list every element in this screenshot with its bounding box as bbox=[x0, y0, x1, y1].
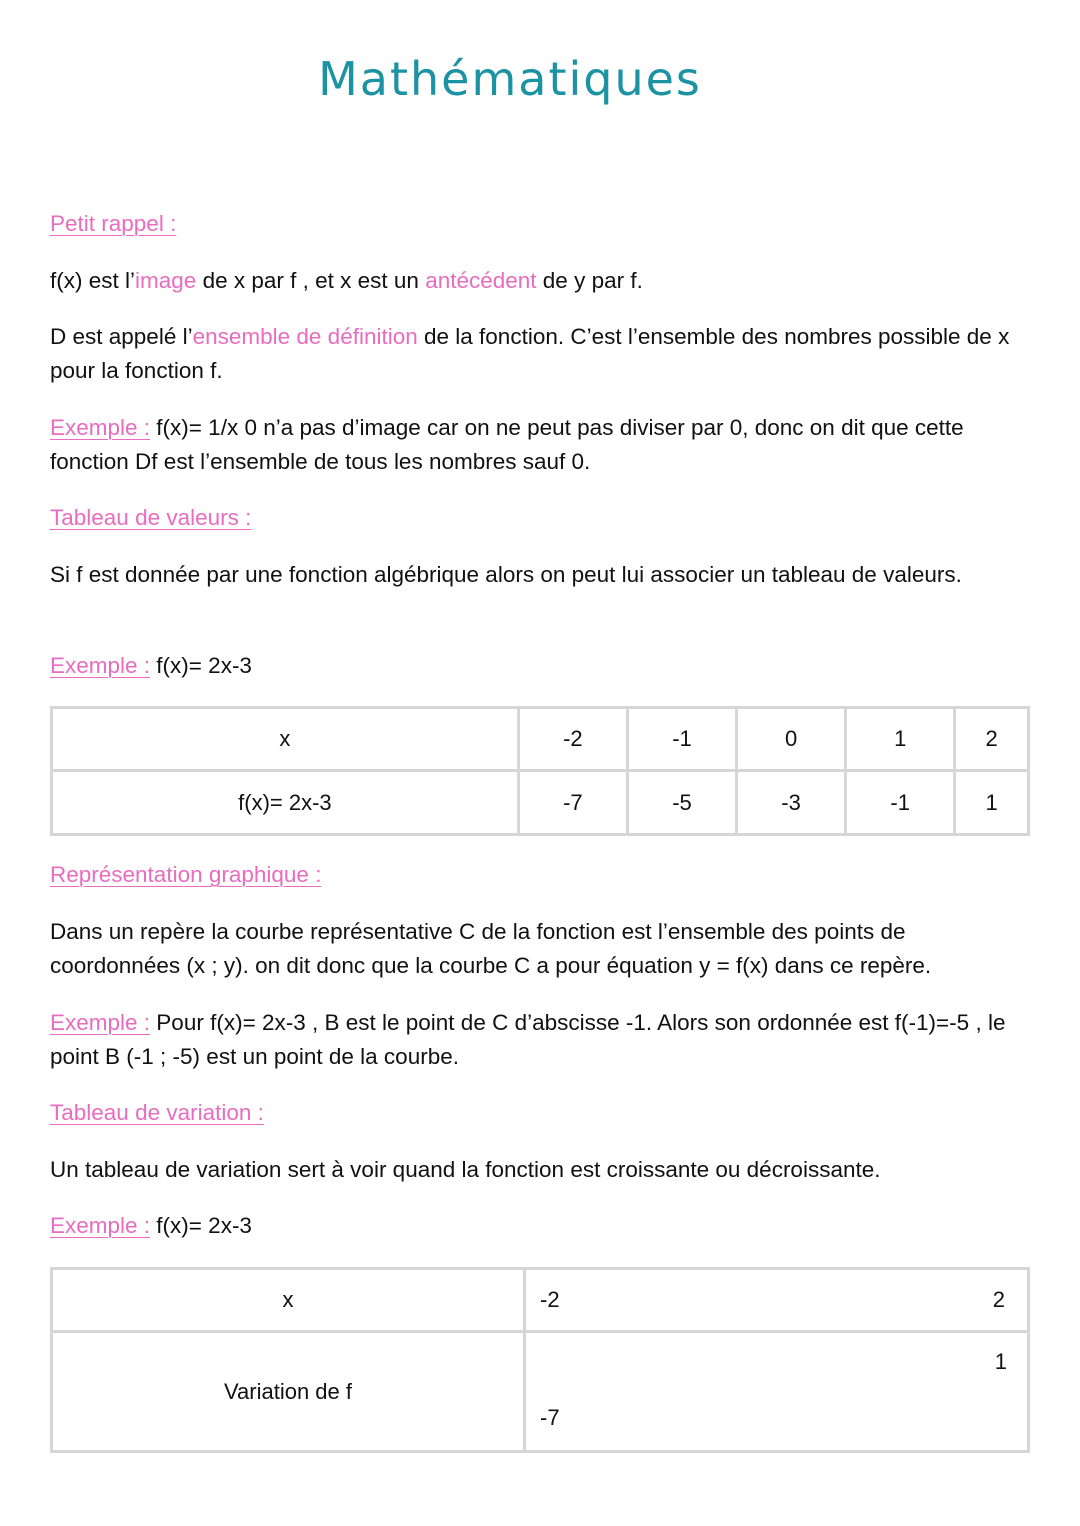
cell: -7 bbox=[518, 771, 627, 835]
example-text: f(x)= 2x-3 bbox=[150, 653, 252, 678]
cell: Variation de f bbox=[52, 1332, 525, 1452]
term-image: image bbox=[135, 268, 197, 293]
cell: 1 bbox=[955, 771, 1029, 835]
cell: -3 bbox=[737, 771, 846, 835]
cell: 0 bbox=[737, 708, 846, 771]
heading-tableau-valeurs bbox=[50, 501, 1020, 535]
cell: -2 bbox=[518, 708, 627, 771]
example-3 bbox=[50, 1006, 1020, 1074]
values-table bbox=[50, 706, 1030, 836]
x-start: -2 bbox=[540, 1287, 560, 1312]
cell: -1 bbox=[846, 771, 955, 835]
table-row bbox=[52, 771, 1029, 835]
x-end: 2 bbox=[992, 1287, 1005, 1312]
paragraph-valeurs: Si f est donnée par une fonction algébrique alors on peut lui associer un tableau de valeurs. bbox=[50, 562, 962, 587]
heading-text: Petit rappel : bbox=[50, 211, 177, 236]
text: f(x) est l’ bbox=[50, 268, 136, 293]
heading-text: Tableau de valeurs : bbox=[50, 505, 252, 530]
paragraph-definition bbox=[50, 320, 1020, 388]
f-end: 1 bbox=[994, 1349, 1007, 1374]
paragraph-image bbox=[50, 264, 1020, 298]
text: de y par f. bbox=[536, 268, 643, 293]
heading-representation bbox=[50, 858, 1020, 892]
table-row bbox=[52, 1332, 1029, 1452]
page-title: Mathématiques bbox=[318, 52, 702, 106]
heading-text: Tableau de variation : bbox=[50, 1100, 264, 1125]
example-label: Exemple : bbox=[50, 415, 151, 440]
example-4 bbox=[50, 1209, 1020, 1243]
cell bbox=[525, 1332, 1029, 1452]
term-antecedent: antécédent bbox=[425, 268, 537, 293]
cell: f(x)= 2x-3 bbox=[52, 771, 519, 835]
term-ensemble: ensemble de définition bbox=[192, 324, 418, 349]
example-text: f(x)= 1/x 0 n’a pas d’image car on ne peut pas diviser par 0, donc on dit que cette fonction Df est l’ensemble de tous les nombres sauf 0. bbox=[50, 415, 964, 474]
example-label: Exemple : bbox=[50, 1010, 151, 1035]
table-row bbox=[52, 708, 1029, 771]
f-start: -7 bbox=[540, 1405, 560, 1430]
table-row bbox=[52, 1269, 1029, 1332]
cell: 1 bbox=[846, 708, 955, 771]
text: de la fonction. C’est l’ensemble des nombres possible de x pour la fonction f. bbox=[50, 324, 1010, 383]
cell: -5 bbox=[627, 771, 736, 835]
heading-tableau-variation bbox=[50, 1096, 1020, 1130]
cell: x bbox=[52, 1269, 525, 1332]
example-text: Pour f(x)= 2x-3 , B est le point de C d’abscisse -1. Alors son ordonnée est f(-1)=-5 , le point B (-1 ; -5) est un point de la courbe. bbox=[50, 1010, 1006, 1069]
cell: x bbox=[52, 708, 519, 771]
text: D est appelé l’ bbox=[50, 324, 193, 349]
variation-table bbox=[50, 1267, 1030, 1453]
example-label: Exemple : bbox=[50, 1213, 151, 1238]
paragraph-variation: Un tableau de variation sert à voir quand la fonction est croissante ou décroissante. bbox=[50, 1157, 881, 1182]
text: de x par f , et x est un bbox=[196, 268, 426, 293]
example-label: Exemple : bbox=[50, 653, 151, 678]
cell: 2 bbox=[955, 708, 1029, 771]
cell bbox=[525, 1269, 1029, 1332]
cell: -1 bbox=[627, 708, 736, 771]
heading-petit-rappel bbox=[50, 207, 1020, 241]
example-1 bbox=[50, 411, 1020, 479]
heading-text: Représentation graphique : bbox=[50, 862, 322, 887]
paragraph-representation: Dans un repère la courbe représentative C de la fonction est l’ensemble des points de coordonnées (x ; y). on dit donc que la courbe C a pour équation y = f(x) dans ce repère. bbox=[50, 919, 932, 978]
example-text: f(x)= 2x-3 bbox=[150, 1213, 252, 1238]
example-2 bbox=[50, 649, 1020, 683]
